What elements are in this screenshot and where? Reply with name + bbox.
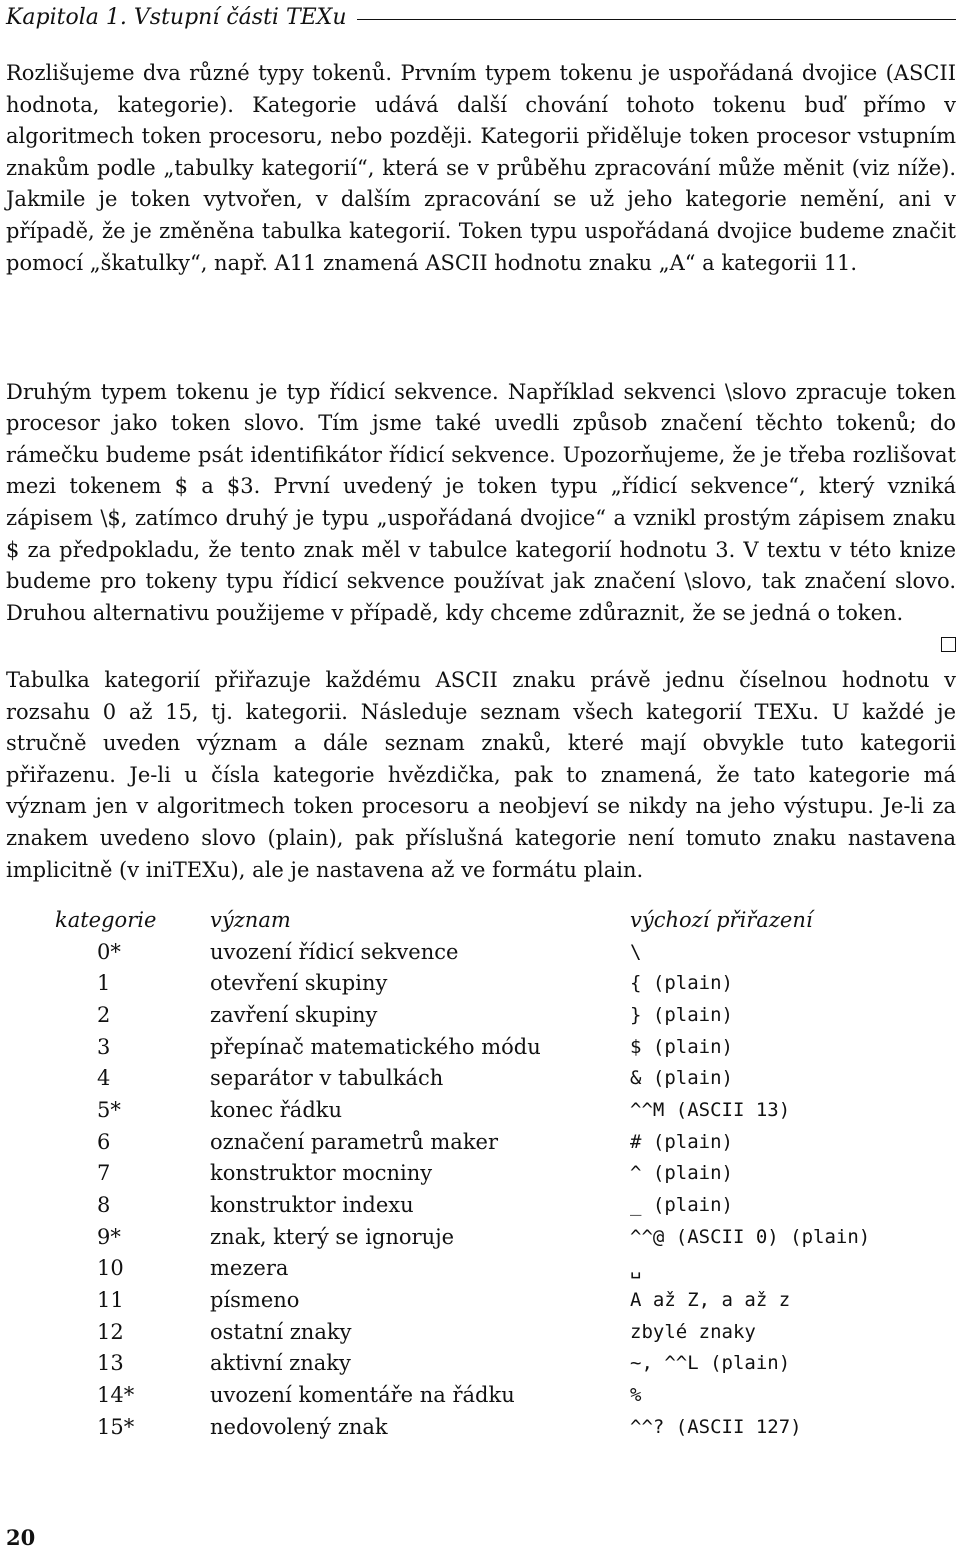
category-default-assignment: ~, ^^L (plain)	[630, 1352, 791, 1375]
category-meaning: zavření skupiny	[210, 1002, 378, 1027]
category-meaning: znak, který se ignoruje	[210, 1224, 455, 1249]
category-meaning: přepínač matematického módu	[210, 1034, 541, 1059]
table-row	[55, 936, 960, 968]
category-number: 12	[97, 1319, 124, 1344]
column-header-category: kategorie	[55, 907, 157, 932]
category-default-assignment: { (plain)	[630, 972, 733, 995]
table-row	[55, 1189, 960, 1221]
category-meaning: konstruktor mocniny	[210, 1161, 433, 1186]
table-row	[55, 1126, 960, 1158]
category-meaning: aktivní znaky	[210, 1351, 351, 1376]
column-header-default: výchozí přiřazení	[630, 907, 813, 932]
category-table-header	[55, 904, 960, 936]
category-number: 7	[97, 1161, 111, 1186]
table-row	[55, 1221, 960, 1253]
chapter-title: Kapitola 1. Vstupní části TEXu	[6, 4, 347, 30]
category-default-assignment: A až Z, a až z	[630, 1289, 791, 1312]
category-number: 13	[97, 1351, 124, 1376]
table-row	[55, 967, 960, 999]
category-meaning: uvození řídicí sekvence	[210, 939, 459, 964]
category-default-assignment: & (plain)	[630, 1067, 733, 1090]
category-number: 10	[97, 1256, 124, 1281]
category-default-assignment: ^ (plain)	[630, 1162, 733, 1185]
table-row	[55, 1411, 960, 1443]
category-table	[55, 904, 960, 1443]
running-header	[6, 0, 956, 34]
category-number: 3	[97, 1034, 111, 1059]
table-row	[55, 1284, 960, 1316]
table-row	[55, 1062, 960, 1094]
end-of-proof-box	[941, 637, 956, 652]
table-row	[55, 999, 960, 1031]
category-number: 1	[97, 971, 111, 996]
category-default-assignment: \	[630, 940, 642, 963]
category-meaning: písmeno	[210, 1288, 300, 1313]
category-default-assignment: } (plain)	[630, 1003, 733, 1026]
category-meaning: označení parametrů maker	[210, 1129, 499, 1154]
category-meaning: ostatní znaky	[210, 1319, 352, 1344]
category-number: 14*	[97, 1383, 135, 1408]
category-number: 9*	[97, 1224, 121, 1249]
category-default-assignment: ^^? (ASCII 127)	[630, 1415, 802, 1438]
category-default-assignment: $ (plain)	[630, 1035, 733, 1058]
paragraph-control-sequences-text: Druhým typem tokenu je typ řídicí sekvence. Například sekvenci \slovo zpracuje token procesor jako token slovo. Tím jsme také uvedli způsob značení těchto tokenů; do rámečku budeme psát identifikátor řídicí sekvence. Upozorňujeme, že je třeba rozlišovat mezi tokenem $ a $3. První uvedený je token typu „řídicí sekvence“, který vzniká zápisem \$, zatímco druhý je typu „uspořádaná dvojice“ a vznikl prostým zápisem znaku $ za předpokladu, že tento znak měl v tabulce kategorií hodnotu 3. V textu v této knize budeme pro tokeny typu řídicí sekvence používat jak značení \slovo, tak značení slovo. Druhou alternativu použijeme v případě, kdy chceme zdůraznit, že se jedná o token.	[6, 379, 956, 625]
page-number: 20	[6, 1525, 36, 1550]
table-row	[55, 1379, 960, 1411]
category-number: 8	[97, 1193, 111, 1218]
category-default-assignment: ^^@ (ASCII 0) (plain)	[630, 1225, 871, 1248]
category-number: 2	[97, 1002, 111, 1027]
category-default-assignment: _ (plain)	[630, 1194, 733, 1217]
category-default-assignment: zbylé znaky	[630, 1320, 756, 1343]
column-header-meaning: význam	[210, 907, 291, 932]
category-default-assignment: ␣	[630, 1257, 642, 1280]
category-meaning: nedovolený znak	[210, 1414, 388, 1439]
category-meaning: konstruktor indexu	[210, 1193, 414, 1218]
table-row	[55, 1094, 960, 1126]
table-row	[55, 1348, 960, 1380]
table-row	[55, 1316, 960, 1348]
paragraph-token-types: Rozlišujeme dva různé typy tokenů. Prvním typem tokenu je uspořádaná dvojice (ASCII hodnota, kategorie). Kategorie udává další chování tohoto tokenu buď přímo v algoritmech token procesoru, nebo později. Kategorii přiděluje token procesor vstupním znakům podle „tabulky kategorií“, která se v průběhu zpracování může měnit (viz níže). Jakmile je token vytvořen, v dalším zpracování se už jeho kategorie nemění, ani v případě, že je změněna tabulka kategorií. Token typu uspořádaná dvojice budeme značit pomocí „škatulky“, např. A11 znamená ASCII hodnotu znaku „A“ a kategorii 11.	[6, 61, 956, 275]
table-row	[55, 1253, 960, 1285]
category-meaning: uvození komentáře na řádku	[210, 1383, 515, 1408]
table-row	[55, 1158, 960, 1190]
category-number: 6	[97, 1129, 111, 1154]
category-number: 4	[97, 1066, 111, 1091]
category-number: 11	[97, 1288, 124, 1313]
category-number: 5*	[97, 1097, 121, 1122]
table-row	[55, 1031, 960, 1063]
category-meaning: mezera	[210, 1256, 289, 1281]
category-default-assignment: %	[630, 1384, 642, 1407]
paragraph-category-table-intro: Tabulka kategorií přiřazuje každému ASCII znaku právě jednu číselnou hodnotu v rozsahu 0 až 15, tj. kategorii. Následuje seznam všech kategorií TEXu. U každé je stručně uveden význam a dále seznam znaků, které mají obvykle tuto kategorii přiřazenu. Je-li u čísla kategorie hvězdička, pak to znamená, že tato kategorie má význam jen v algoritmech token procesoru a neobjeví se nikdy na jeho výstupu. Je-li za znakem uvedeno slovo (plain), pak příslušná kategorie není tomuto znaku nastavena implicitně (v iniTEXu), ale je nastavena až ve formátu plain.	[6, 668, 956, 882]
category-default-assignment: # (plain)	[630, 1130, 733, 1153]
category-table-body	[55, 936, 960, 1443]
paragraph-control-sequences	[6, 345, 956, 661]
category-number: 15*	[97, 1414, 135, 1439]
category-meaning: separátor v tabulkách	[210, 1066, 444, 1091]
category-default-assignment: ^^M (ASCII 13)	[630, 1098, 791, 1121]
category-meaning: otevření skupiny	[210, 971, 388, 996]
category-number: 0*	[97, 939, 121, 964]
category-meaning: konec řádku	[210, 1097, 343, 1122]
header-rule	[357, 19, 956, 20]
